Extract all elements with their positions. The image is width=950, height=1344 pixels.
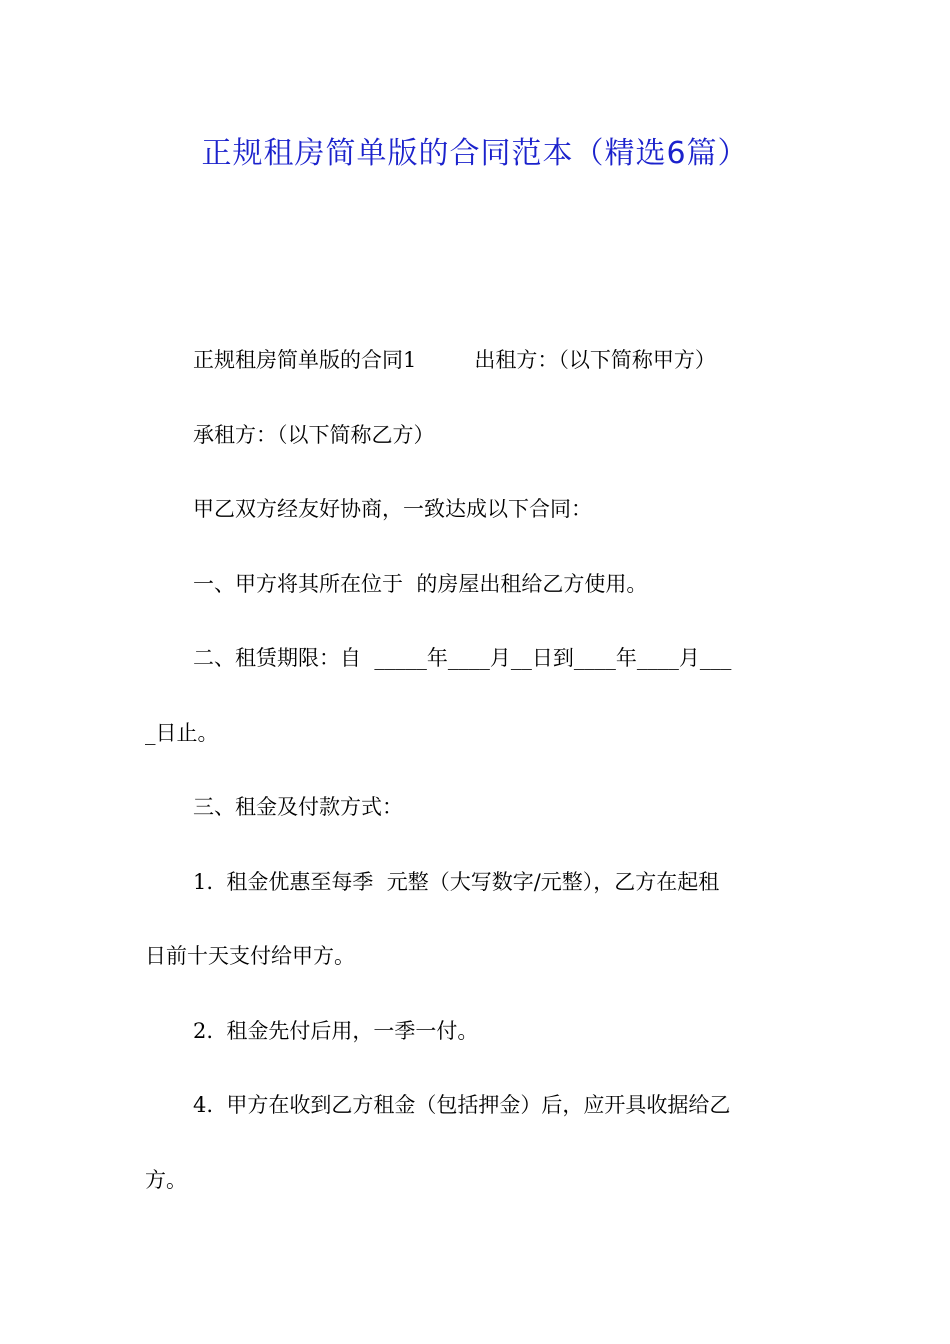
heading-line: [193, 345, 716, 375]
lessor-line: 出租方：（以下简称甲方）: [474, 348, 716, 372]
item-4-line-1: 4. 甲方在收到乙方租金（包括押金）后，应开具收据给乙: [193, 1093, 731, 1117]
item-2: 2. 租金先付后用，一季一付。: [193, 1019, 479, 1043]
clause-2-line-2: _日止。: [145, 721, 219, 745]
intro-paragraph: 甲乙双方经友好协商，一致达成以下合同：: [193, 497, 592, 521]
item-1-line-2: 日前十天支付给甲方。: [145, 944, 355, 968]
clause-1: 一、甲方将其所在位于 的房屋出租给乙方使用。: [193, 572, 648, 596]
item-1-line-1: 1. 租金优惠至每季 元整（大写数字/元整），乙方在起租: [193, 870, 720, 894]
item-4-line-2: 方。: [145, 1168, 187, 1192]
document-title: 正规租房简单版的合同范本（精选6篇）: [201, 136, 749, 171]
lessee-line: 承租方：（以下简称乙方）: [193, 423, 435, 447]
clause-2-line-1: 二、租赁期限：自 _____年____月__日到____年____月___: [193, 646, 732, 670]
clause-3: 三、租金及付款方式：: [193, 795, 403, 819]
contract-heading: 正规租房简单版的合同1: [193, 348, 417, 372]
